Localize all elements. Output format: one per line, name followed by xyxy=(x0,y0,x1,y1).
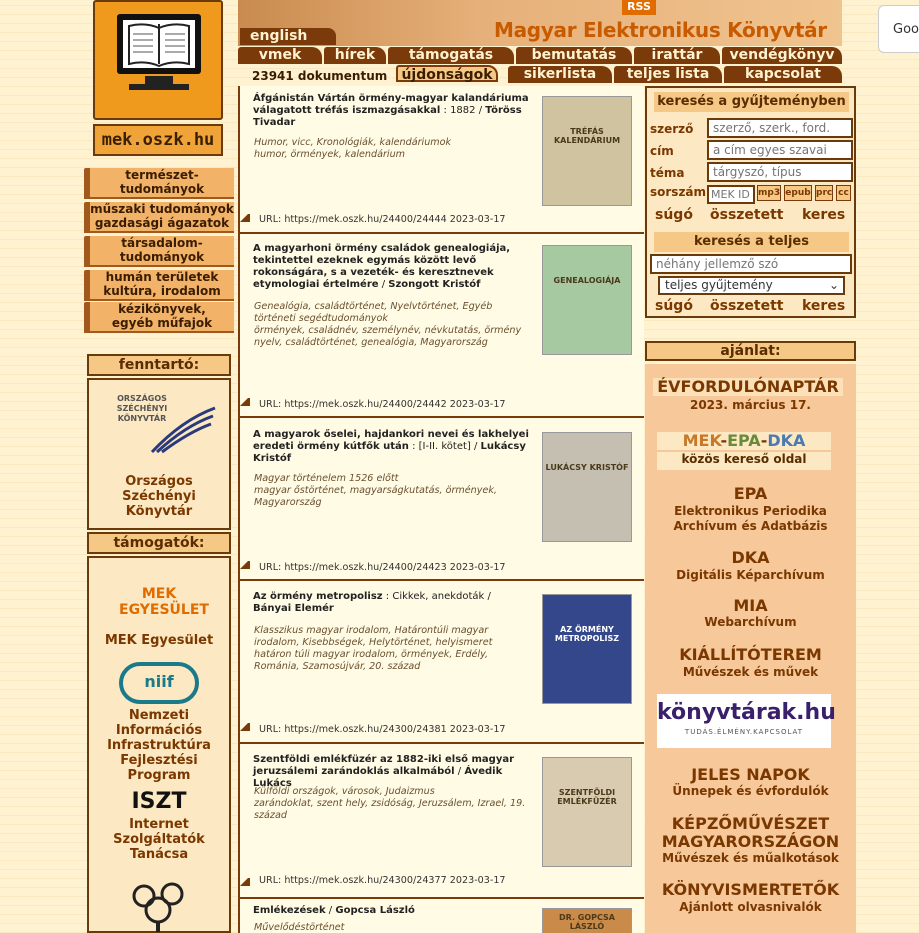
list-item[interactable] xyxy=(240,235,644,418)
item-meta: / xyxy=(454,766,465,777)
book-cover[interactable] xyxy=(542,245,632,355)
mek-label: MEK xyxy=(682,431,721,450)
nav-social-sciences[interactable] xyxy=(84,236,234,267)
mek-id-input[interactable] xyxy=(707,185,755,204)
supporters-panel xyxy=(87,556,231,933)
nav-line: kultúra, irodalom xyxy=(103,284,221,298)
tab-vendegkonyv[interactable]: vendégkönyv xyxy=(722,47,842,64)
site-title[interactable]: Magyar Elektronikus Könyvtár xyxy=(494,18,827,42)
list-item[interactable] xyxy=(240,419,644,581)
maintainer-name: Országos Széchényi Könyvtár xyxy=(122,474,196,519)
book-cover[interactable] xyxy=(542,908,632,933)
format-cc-checkbox[interactable]: cc xyxy=(836,185,851,201)
list-item[interactable] xyxy=(240,745,644,899)
item-title: Áfgánistán Vártán örmény-magyar kalandáriuma válagatott tréfás iszmazgásakkal xyxy=(253,93,529,116)
fine-arts-link-line2[interactable]: MAGYARORSZÁGON xyxy=(661,832,840,851)
tab-sikerlista[interactable]: sikerlista xyxy=(508,66,612,83)
tree-logo-icon xyxy=(124,876,194,932)
item-keywords: örmények, családnév, személynév, névkutatás, örmény nyelv, családtörténet, genealógia, Magyarország xyxy=(254,325,522,348)
tab-hirek[interactable]: hírek xyxy=(324,47,386,64)
item-author: Bányai Elemér xyxy=(253,603,334,614)
cover-text: SZENTFÖLDI EMLÉKFÜZÉR xyxy=(557,788,617,806)
item-corner xyxy=(240,721,250,731)
epa-subtitle: Archívum és Adatbázis xyxy=(673,519,828,533)
format-prc-checkbox[interactable]: prc xyxy=(815,185,833,201)
anniversary-date: 2023. március 17. xyxy=(689,398,811,412)
niif-logo[interactable]: niif xyxy=(119,662,199,704)
common-search-label: közös kereső oldal xyxy=(657,452,831,470)
nav-line: műszaki tudományok xyxy=(90,202,234,216)
item-title: A magyarhoni örmény családok genealogiája, tekintettel ezeknek egymás között levő rokonságára, s a vezeték- és keresztnevek etymologiai értelmére xyxy=(253,243,511,290)
rss-link[interactable]: RSS xyxy=(622,0,656,15)
nav-natural-sciences[interactable] xyxy=(84,168,234,199)
tab-bemutatas[interactable]: bemutatás xyxy=(516,47,632,64)
tab-kapcsolat[interactable]: kapcsolat xyxy=(724,66,842,83)
item-meta: : Cikkek, anekdoták / xyxy=(382,591,491,602)
item-title-line[interactable] xyxy=(253,754,531,790)
nav-line: tudományok xyxy=(119,182,205,196)
iszt-line: Internet xyxy=(129,817,189,832)
book-reviews-subtitle: Ajánlott olvasnivalók xyxy=(679,900,822,914)
book-reviews-link[interactable]: KÖNYVISMERTETŐK xyxy=(661,880,840,899)
recommendations-heading: ajánlat: xyxy=(645,341,856,361)
cover-text: TRÉFÁS KALENDÁRIUM xyxy=(553,127,621,145)
item-keywords: Külföldi országok, városok, Judaizmus xyxy=(254,786,435,797)
exhibition-subtitle: Művészek és művek xyxy=(682,665,819,679)
item-title-line[interactable] xyxy=(253,905,531,917)
epa-label: EPA xyxy=(727,431,761,450)
holidays-link[interactable]: JELES NAPOK xyxy=(691,765,810,784)
item-title: A magyarok őselei, hajdankori nevei és lakhelyei eredeti örmény kútfők után xyxy=(253,429,529,452)
search-button[interactable]: keres xyxy=(802,207,846,223)
topic-input[interactable] xyxy=(707,162,853,182)
book-cover[interactable] xyxy=(542,96,632,206)
item-url[interactable]: URL: https://mek.oszk.hu/24400/24444 2023-03-17 xyxy=(259,214,506,225)
english-link[interactable]: english xyxy=(240,28,336,45)
topic-label: téma xyxy=(650,166,685,180)
item-meta: : [I-II. kötet] / xyxy=(408,441,481,452)
item-corner xyxy=(240,396,250,406)
anniversary-calendar-link[interactable]: ÉVFORDULÓNAPTÁR xyxy=(653,378,843,396)
book-cover[interactable] xyxy=(542,757,632,867)
item-corner xyxy=(240,876,250,886)
exhibition-link[interactable]: KIÁLLÍTÓTEREM xyxy=(679,645,822,664)
nav-technical-sciences[interactable] xyxy=(84,202,234,233)
nav-humanities[interactable] xyxy=(84,270,234,301)
recommendations-panel xyxy=(645,364,856,933)
item-keywords: Genealógia, családtörténet, Nyelvtörténet, Egyéb történeti segédtudományok xyxy=(254,301,493,324)
item-author: Töröss Tivadar xyxy=(253,105,522,128)
mek-egyesulet-label[interactable]: MEK Egyesület xyxy=(104,633,214,648)
item-title: Emlékezések xyxy=(253,905,326,916)
item-title-line[interactable] xyxy=(253,243,531,291)
niif-line: Információs xyxy=(115,723,203,738)
tab-teljes-lista[interactable]: teljes lista xyxy=(614,66,722,83)
item-title-line[interactable] xyxy=(253,591,531,615)
oszk-logo-icon xyxy=(147,400,217,455)
niif-line: Nemzeti xyxy=(128,708,190,723)
item-url[interactable]: URL: https://mek.oszk.hu/24300/24377 2023-03-17 xyxy=(259,875,506,886)
chevron-down-icon: ⌄ xyxy=(828,278,839,292)
supporters-heading: támogatók: xyxy=(87,532,231,554)
niif-line: Fejlesztési Program xyxy=(120,753,198,783)
item-meta: / xyxy=(378,279,389,290)
book-cover[interactable] xyxy=(542,432,632,542)
list-item[interactable] xyxy=(240,582,644,744)
item-url[interactable]: URL: https://mek.oszk.hu/24300/24381 2023-03-17 xyxy=(259,724,506,735)
tab-tamogatas[interactable]: támogatás xyxy=(388,47,514,64)
maintainer-heading: fenntartó: xyxy=(87,354,231,376)
dka-link[interactable]: DKA xyxy=(731,548,770,567)
konyvtarak-tagline: TUDÁS.ÉLMÉNY.KAPCSOLAT xyxy=(684,728,804,736)
item-keywords: határon túli magyar irodalom, örmények, Erdély, Románia, Szamosújvár, 20. század xyxy=(254,649,489,672)
iszt-line: Szolgáltatók xyxy=(113,832,205,847)
item-keywords: Művelődéstörténet xyxy=(254,922,345,933)
item-url[interactable]: URL: https://mek.oszk.hu/24400/24423 2023-03-17 xyxy=(259,562,506,573)
collection-search-heading: keresés a gyűjteményben xyxy=(654,92,849,112)
iszt-line: Tanácsa xyxy=(129,847,189,862)
item-title-line[interactable] xyxy=(253,93,531,129)
document-count: 23941 dokumentum xyxy=(252,69,388,83)
nav-line: tudományok xyxy=(119,250,205,264)
cover-text: LUKÁCSY KRISTÓF xyxy=(545,463,629,472)
mek-egyesulet-logo[interactable]: MEK EGYESÜLET xyxy=(119,586,209,618)
nav-line: egyéb műfajok xyxy=(111,316,213,330)
mek-logo[interactable] xyxy=(93,0,223,120)
item-author: Szongott Kristóf xyxy=(388,279,481,290)
niif-line: Infrastruktúra xyxy=(107,738,211,753)
mia-subtitle: Webarchívum xyxy=(704,615,797,629)
oszk-logo-text: ORSZÁGOS SZÉCHÉNYI KÖNYVTÁR xyxy=(116,394,168,423)
item-keywords: humor, örmények, kalendárium xyxy=(254,149,406,160)
nav-line: társadalom- xyxy=(121,236,203,250)
fine-arts-subtitle: Művészek és műalkotások xyxy=(662,851,839,865)
item-meta: : 1882 / xyxy=(440,105,486,116)
cover-text: DR. GOPCSA LÁSZLÓ xyxy=(559,913,615,931)
format-mp3-checkbox[interactable]: mp3 xyxy=(757,185,781,201)
nav-line: gazdasági ágazatok xyxy=(94,216,230,230)
epa-link[interactable]: EPA xyxy=(733,484,768,503)
holidays-subtitle: Ünnepek és évfordulók xyxy=(672,784,829,798)
book-cover[interactable] xyxy=(542,594,632,704)
item-keywords: Humor, vicc, Kronológiák, kalendáriumok xyxy=(254,137,452,148)
item-url[interactable]: URL: https://mek.oszk.hu/24400/24442 2023-03-17 xyxy=(259,399,506,410)
item-keywords: Klasszikus magyar irodalom, Határontúli magyar irodalom, Kisebbségek, Helytörténet, helyismeret xyxy=(254,625,493,648)
nav-line: kézikönyvek, xyxy=(118,302,206,316)
nav-line: humán területek xyxy=(105,270,219,284)
advanced-search-button[interactable]: összetett xyxy=(710,298,784,314)
book-monitor-icon xyxy=(115,12,203,94)
mek-epa-dka-link[interactable]: MEK-EPA-DKA xyxy=(657,432,831,450)
item-author: Ávedik Lukács xyxy=(253,766,503,789)
item-title: Az örmény metropolisz xyxy=(253,591,383,602)
help-button[interactable]: súgó xyxy=(655,207,693,223)
item-keywords: zarándoklat, szent hely, zsidóság, Jeruzsálem, Izrael, 19. század xyxy=(254,798,526,821)
item-author: Gopcsa László xyxy=(335,905,415,916)
maintainer-panel[interactable] xyxy=(87,378,231,530)
list-item[interactable] xyxy=(240,900,644,933)
author-input[interactable] xyxy=(707,118,853,138)
item-keywords: magyar őstörténet, magyarságkutatás, örmények, Magyarország xyxy=(254,485,497,508)
format-epub-checkbox[interactable]: epub xyxy=(784,185,812,201)
item-title: Szentföldi emlékfüzér az 1882-iki első magyar jeruzsálemi zarándoklás alkalmából xyxy=(253,754,515,777)
epa-subtitle: Elektronikus Periodika xyxy=(674,504,827,518)
item-author: Lukácsy Kristóf xyxy=(253,441,526,464)
advanced-search-button[interactable]: összetett xyxy=(710,207,784,223)
search-button[interactable]: keres xyxy=(802,298,846,314)
title-label: cím xyxy=(650,144,674,158)
author-label: szerző xyxy=(650,122,694,136)
search-panel xyxy=(645,86,856,318)
konyvtarak-logo-text: könyvtárak.hu xyxy=(657,700,836,725)
title-input[interactable] xyxy=(707,140,853,160)
nav-handbooks[interactable] xyxy=(84,302,234,333)
google-widget[interactable]: Goo xyxy=(878,5,919,53)
tab-ujdonsagok[interactable]: újdonságok xyxy=(396,65,498,82)
fulltext-input[interactable] xyxy=(650,254,852,274)
tab-irattar[interactable]: irattár xyxy=(634,47,720,64)
new-documents-list xyxy=(238,86,644,933)
item-title-line[interactable] xyxy=(253,429,531,465)
site-url-label[interactable]: mek.oszk.hu xyxy=(93,124,223,156)
id-label: sorszám xyxy=(650,185,707,199)
dka-subtitle: Digitális Képarchívum xyxy=(676,568,825,582)
item-meta: / xyxy=(325,905,336,916)
item-corner xyxy=(240,559,250,569)
fulltext-search-heading: keresés a teljes xyxy=(654,232,849,252)
iszt-logo[interactable]: ISZT xyxy=(131,789,187,814)
konyvtarak-logo[interactable] xyxy=(657,694,836,748)
tab-vmek[interactable]: vmek xyxy=(238,47,322,64)
dka-label: DKA xyxy=(767,431,806,450)
scope-select[interactable] xyxy=(658,276,845,295)
cover-text: AZ ÖRMÉNY METROPOLISZ xyxy=(554,625,620,643)
item-corner xyxy=(240,212,250,222)
fine-arts-link[interactable]: KÉPZŐMŰVÉSZET xyxy=(671,814,830,833)
help-button[interactable]: súgó xyxy=(655,298,693,314)
list-item[interactable] xyxy=(240,86,644,234)
mia-link[interactable]: MIA xyxy=(733,596,768,615)
scope-value: teljes gyűjtemény xyxy=(665,278,773,292)
cover-text: GENEALOGIÁJA xyxy=(553,276,621,285)
item-keywords: Magyar történelem 1526 előtt xyxy=(254,473,399,484)
nav-line: természet- xyxy=(125,168,199,182)
